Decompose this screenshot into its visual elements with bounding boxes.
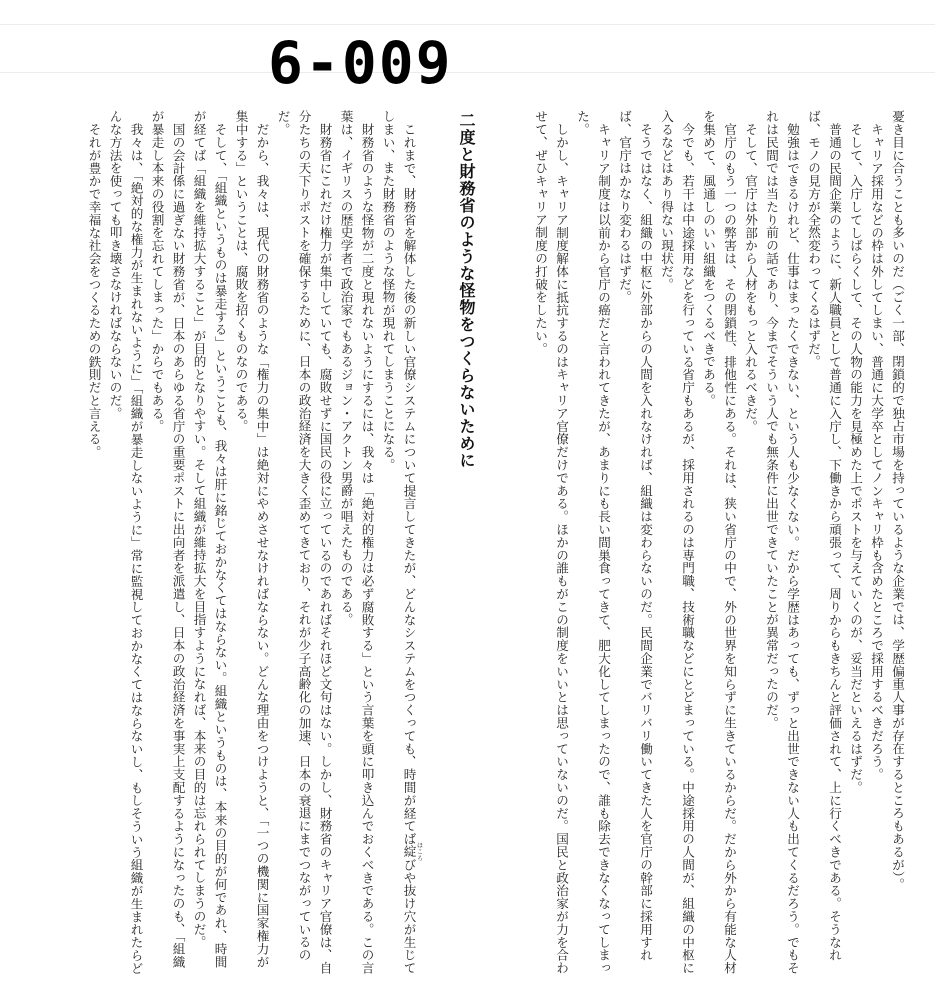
paragraph: 我々は、「絶対的な権力が生まれないように」「組織が暴走しないように」常に監視しておかなくてはならないし、もしそういう組織が生まれたらどんな方法を使っても叩き壊さなければならないのだ。 <box>107 110 144 975</box>
paragraph-text: びや抜け穴が生じてしまい、また財務省のような怪物が現れてしまうことになる。 <box>380 110 417 975</box>
ruby-word <box>401 842 423 861</box>
paragraph: 国の会計係に過ぎない財務省が、日本のあらゆる省庁の重要ポストに出向者を派遣し、日本の政治経済を事実上支配するようになったのも、「組織が暴走し本来の役割を忘れてしまった」からでもある。 <box>149 110 186 968</box>
paragraph: だから、我々は、現代の財務省のような「権力の集中」は絶対にやめさせなければならない。どんな理由をつけようと、「一つの機関に国家権力が集中する」ということは、腐敗を招くものなのである。 <box>233 110 270 968</box>
ruby-reading: ほころ <box>415 842 423 861</box>
ruby-base: 綻 <box>401 842 417 861</box>
paragraph: そして、「組織というものは暴走する」ということも、我々は肝に銘じておかなくてはならない。組織というものは、本来の目的が何であれ、時間が経てば「組織を維持拡大すること」が目的となりやすい。そして組織が維持拡大を目指すようになれば、本来の目的は忘れられてしまうのだ。 <box>191 110 228 968</box>
paragraph-text: これまで、財務省を解体した後の新しい官僚システムについて提言してきたが、どんなシステムをつくっても、時間が経てば <box>401 122 417 845</box>
header-rule <box>0 72 935 73</box>
page-number-label: 6-009 <box>268 29 453 97</box>
paragraph <box>378 110 423 976</box>
paragraph: キャリア制度は以前から官庁の癌だと言われてきたが、あまりにも長い間巣食ってきて、肥大化してしまったので、誰も除去できなくなってしまった。 <box>575 110 611 974</box>
paragraph: そうではなく、組織の中枢に外部からの人間を入れなければ、組織は変わらないのだ。民間企業でバリバリ働いてきた人を官庁の幹部に採用すれば、官庁はかなり変わるはずだ。 <box>617 110 653 962</box>
paragraph: そして、入庁してしばらくして、その人物の能力を見極めた上でポストを与えていくのが、妥当だといえるはずだ。 <box>848 122 863 794</box>
paragraph: キャリア採用などの枠は外してしまい、普通に大学卒としてノンキャリ枠も含めたところで採用するべきだろう。 <box>869 122 884 781</box>
top-rule <box>0 24 935 25</box>
paragraph: 財務省のような怪物が二度と現れないようにするには、我々は「絶対的権力は必ず腐敗する」という言葉を頭に叩き込んでおくべきである。この言葉は、イギリスの歴史学者で政治家でもあるジョン・アクトン男爵が唱えたものである。 <box>338 110 375 974</box>
right-text-column <box>518 110 908 976</box>
paragraph: しかし、キャリア制度解体に抵抗するのはキャリア官僚だけである。ほかの誰もがこの制度をいいとは思っていないのだ。国民と政治家が力を合わせて、ぜひキャリア制度の打破をしたい。 <box>533 110 569 974</box>
left-text-column <box>40 110 422 976</box>
paragraph: それが豊かで幸福な社会をつくるための鉄則だと言える。 <box>86 122 102 458</box>
section-heading: 二度と財務省のような怪物をつくらないために <box>457 112 476 469</box>
paragraph: 勉強はできるけれど、仕事はまったくできない、という人も少なくない。だから学歴はあっても、ずっと出世できない人も出てくるだろう。でもそれは民間では当たり前の話であり、今までそういう人でも無条件に出世できていたことが異常だったのだ。 <box>764 110 800 974</box>
paragraph: 財務省にこれだけ権力が集中していても、腐敗せずに国民の役に立っているのであればそれほど文句はない。しかし、財務省のキャリア官僚は、自分たちの天下りポストを確保するために、日本の政治経済を大きく歪めてきており、それが少子高齢化の加速、日本の衰退にまでつながっているのだ。 <box>275 110 333 974</box>
paragraph: 官庁のもう一つの弊害は、その閉鎖性、排他性にある。それは、狭い省庁の中で、外の世界を知らずに生きているからだ。だから外から有能な人材を集めて、風通しのいい組織をつくるべきである。 <box>701 110 737 974</box>
paragraph: 憂き目に合うことも多いのだ（ごく一部、閉鎖的で独占市場を持っているような企業では、学歴偏重人事が存在するところもあるが）。 <box>890 110 905 891</box>
paragraph: 今でも、若干は中途採用などを行っている省庁もあるが、採用されるのは専門職、技術職などにとどまっている。中途採用の人間が、組織の中枢に入るなどはあり得ない現状だ。 <box>659 110 695 974</box>
paragraph: 普通の民間企業のように、新人職員として普通に入庁し、下働きから頑張って、周りからもきちんと評価されて、上に行くべきである。そうなれば、モノの見方が全然変わってくるはずだ。 <box>806 110 842 962</box>
paragraph: そして、官庁は外部から人材をもっと入れるべきだ。 <box>743 122 758 433</box>
